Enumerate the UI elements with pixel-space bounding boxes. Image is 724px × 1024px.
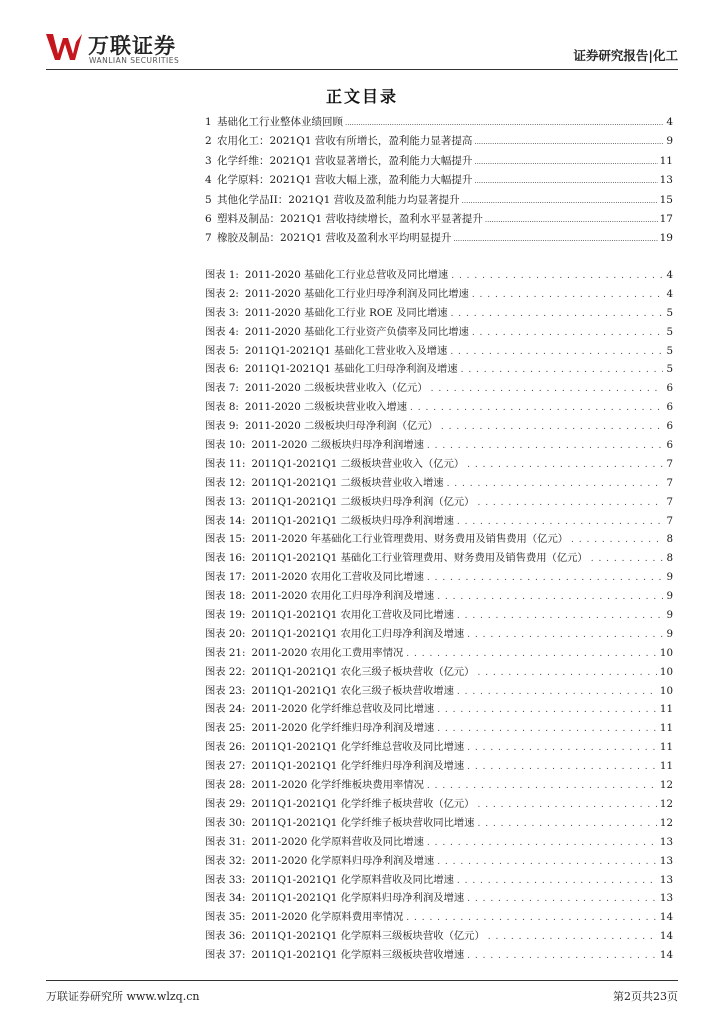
figure-entry-page: 5	[666, 344, 673, 357]
figure-entry-label: 图表 33:	[205, 873, 246, 886]
toc-entry-number: 7	[205, 232, 212, 245]
toc-entry-title: 其他化学品II：2021Q1 营收及盈利能力均显著提升	[217, 193, 460, 206]
header-divider	[46, 69, 678, 70]
figure-entry-label: 图表 27:	[205, 760, 246, 773]
figure-entry[interactable]	[205, 889, 673, 908]
toc-entry-page: 4	[666, 116, 673, 128]
figure-entry-page: 14	[659, 930, 673, 943]
figure-leader-dots	[410, 401, 663, 413]
figure-leader-dots	[457, 685, 657, 697]
toc-leader-dots	[485, 213, 658, 225]
figure-entry-page: 12	[659, 779, 673, 792]
toc-entry-title: 化学纤维：2021Q1 营收显著增长，盈利能力大幅提升	[217, 154, 473, 167]
figure-entry-label: 图表 4:	[205, 325, 239, 338]
page-title: 正文目录	[325, 87, 398, 106]
figure-entry-title: 2011Q1-2021Q1 农化三级子板块营收增速	[251, 684, 454, 697]
toc-entry-title: 化学原料：2021Q1 营收大幅上涨，盈利能力大幅提升	[217, 174, 473, 187]
figure-entry[interactable]	[205, 719, 673, 738]
figure-entry-label: 图表 10:	[205, 439, 246, 452]
toc-entry-title: 塑料及制品：2021Q1 营收持续增长，盈利水平显著提升	[217, 212, 483, 225]
figure-entry[interactable]	[205, 379, 673, 398]
figure-entry-page: 8	[666, 552, 673, 565]
figure-leader-dots	[457, 515, 664, 527]
figure-entry-label: 图表 18:	[205, 590, 246, 603]
figure-entry-title: 2011-2020 农用化工费用率情况	[251, 646, 404, 659]
figure-entry-label: 图表 32:	[205, 854, 246, 867]
figure-leader-dots	[431, 382, 664, 394]
figure-entry-page: 7	[666, 457, 673, 470]
figure-leader-dots	[477, 666, 656, 678]
figure-entry-title: 2011-2020 化学原料营收及同比增速	[251, 835, 424, 848]
figure-entry-page: 5	[666, 306, 673, 319]
figure-entry-label: 图表 29:	[205, 797, 246, 810]
figure-entry-page: 6	[666, 439, 673, 452]
figure-entry-label: 图表 16:	[205, 552, 246, 565]
toc-entry-title: 基础化工行业整体业绩回顾	[217, 116, 343, 128]
figure-list	[205, 266, 673, 965]
figure-leader-dots	[472, 288, 664, 300]
figure-leader-dots	[467, 760, 657, 772]
figure-entry-page: 4	[666, 287, 673, 300]
figure-entry-label: 图表 17:	[205, 571, 246, 584]
report-type-label: 证券研究报告|化工	[573, 48, 678, 63]
toc-entry-page: 13	[659, 174, 673, 187]
figure-entry[interactable]	[205, 795, 673, 814]
figure-entry-title: 2011Q1-2021Q1 化学原料归母净利润及增速	[251, 892, 465, 905]
figure-leader-dots	[437, 703, 657, 715]
toc-entry[interactable]	[205, 192, 673, 211]
figure-entry-label: 图表 24:	[205, 703, 246, 716]
figure-leader-dots	[447, 477, 664, 489]
figure-entry-title: 2011-2020 农用化工归母净利润及增速	[251, 590, 435, 603]
figure-entry-title: 2011-2020 基础化工行业归母净利润及同比增速	[244, 287, 469, 300]
figure-entry[interactable]	[205, 417, 673, 436]
toc-entry[interactable]	[205, 211, 673, 230]
figure-entry[interactable]	[205, 871, 673, 890]
figure-leader-dots	[451, 307, 664, 319]
figure-entry-label: 图表 2:	[205, 287, 239, 300]
toc-entry-number: 5	[205, 193, 212, 206]
figure-entry[interactable]	[205, 360, 673, 379]
figure-leader-dots	[488, 930, 657, 942]
figure-entry-title: 2011Q1-2021Q1 化学纤维归母净利润及增速	[251, 760, 465, 773]
figure-leader-dots	[477, 817, 656, 829]
toc-leader-dots	[345, 116, 664, 128]
figure-entry-title: 2011-2020 基础化工行业总营收及同比增速	[244, 269, 449, 281]
toc-entry-number: 2	[205, 135, 212, 148]
toc-list	[205, 114, 673, 250]
figure-leader-dots	[591, 552, 664, 564]
figure-entry[interactable]	[205, 776, 673, 795]
figure-entry-title: 2011Q1-2021Q1 化学纤维子板块营收同比增速	[251, 816, 475, 829]
figure-entry-label: 图表 36:	[205, 930, 246, 943]
figure-entry-title: 2011Q1-2021Q1 化学原料三级板块营收增速	[251, 949, 465, 962]
toc-leader-dots	[462, 194, 658, 206]
toc-entry-title: 橡胶及制品：2021Q1 营收及盈利水平均明显提升	[217, 232, 452, 245]
toc-entry-number: 1	[205, 116, 212, 128]
toc-entry-title: 农用化工：2021Q1 营收有所增长，盈利能力显著提高	[217, 135, 473, 148]
toc-leader-dots	[453, 232, 657, 244]
toc-entry[interactable]	[205, 114, 673, 133]
figure-entry-title: 2011-2020 二级板块营业收入（亿元）	[244, 382, 428, 395]
figure-entry-title: 2011-2020 二级板块归母净利润（亿元）	[244, 420, 438, 433]
logo-text-cn: 万联证券	[88, 34, 176, 58]
footer-source: 万联证券研究所 www.wlzq.cn	[46, 990, 200, 1003]
figure-leader-dots	[467, 949, 657, 961]
toc-leader-dots	[474, 135, 664, 147]
figure-entry-label: 图表 9:	[205, 420, 239, 433]
figure-leader-dots	[461, 363, 664, 375]
figure-leader-dots	[477, 496, 663, 508]
figure-entry-page: 5	[666, 325, 673, 338]
figure-entry-page: 11	[659, 703, 673, 716]
toc-entry[interactable]	[205, 230, 673, 249]
figure-entry-page: 12	[659, 816, 673, 829]
figure-entry-page: 11	[659, 760, 673, 773]
figure-entry-title: 2011Q1-2021Q1 二级板块归母净利润（亿元）	[251, 495, 475, 508]
figure-entry-title: 2011-2020 二级板块归母净利润增速	[251, 439, 424, 452]
figure-entry-title: 2011Q1-2021Q1 二级板块营业收入（亿元）	[251, 457, 465, 470]
figure-entry-title: 2011-2020 化学原料归母净利润及增速	[251, 854, 435, 867]
figure-entry-title: 2011-2020 基础化工行业资产负债率及同比增速	[244, 325, 469, 338]
figure-entry-title: 2011Q1-2021Q1 基础化工营业收入及增速	[244, 344, 448, 357]
toc-entry-number: 4	[205, 174, 212, 187]
figure-entry-page: 10	[659, 684, 673, 697]
figure-entry[interactable]	[205, 644, 673, 663]
figure-entry-title: 2011Q1-2021Q1 化学纤维总营收及同比增速	[251, 741, 465, 754]
figure-entry-label: 图表 37:	[205, 949, 246, 962]
figure-entry-label: 图表 35:	[205, 911, 246, 924]
figure-entry-title: 2011Q1-2021Q1 化学原料三级板块营收（亿元）	[251, 930, 485, 943]
figure-entry-page: 9	[666, 590, 673, 603]
figure-entry-title: 2011Q1-2021Q1 农用化工归母净利润及增速	[251, 627, 465, 640]
figure-entry[interactable]	[205, 455, 673, 474]
figure-entry-page: 7	[666, 514, 673, 527]
figure-entry-label: 图表 30:	[205, 816, 246, 829]
toc-entry-page: 15	[659, 193, 673, 206]
figure-entry-title: 2011-2020 二级板块营业收入增速	[244, 401, 408, 414]
figure-entry[interactable]	[205, 852, 673, 871]
figure-entry-page: 5	[666, 363, 673, 376]
figure-entry[interactable]	[205, 342, 673, 361]
toc-entry-number: 3	[205, 154, 212, 167]
toc-entry[interactable]	[205, 133, 673, 152]
toc-entry-page: 19	[659, 232, 673, 245]
figure-leader-dots	[451, 269, 663, 281]
figure-entry-page: 10	[659, 665, 673, 678]
figure-entry[interactable]	[205, 436, 673, 455]
figure-entry-label: 图表 6:	[205, 363, 239, 376]
toc-entry-page: 17	[659, 212, 673, 225]
figure-entry-label: 图表 15:	[205, 533, 246, 546]
figure-entry-title: 2011Q1-2021Q1 二级板块归母净利润增速	[251, 514, 454, 527]
figure-leader-dots	[406, 647, 657, 659]
figure-entry[interactable]	[205, 512, 673, 531]
figure-entry[interactable]	[205, 908, 673, 927]
figure-entry[interactable]	[205, 700, 673, 719]
figure-leader-dots	[427, 779, 657, 791]
figure-entry[interactable]	[205, 266, 673, 285]
figure-leader-dots	[441, 420, 664, 432]
figure-entry-label: 图表 21:	[205, 646, 246, 659]
figure-entry-page: 9	[666, 571, 673, 584]
figure-entry-page: 9	[666, 627, 673, 640]
figure-entry-label: 图表 14:	[205, 514, 246, 527]
figure-leader-dots	[450, 345, 663, 357]
figure-entry[interactable]	[205, 625, 673, 644]
figure-leader-dots	[472, 326, 664, 338]
figure-leader-dots	[406, 911, 657, 923]
toc-entry[interactable]	[205, 172, 673, 191]
figure-entry-page: 6	[666, 420, 673, 433]
figure-entry-page: 14	[659, 911, 673, 924]
figure-entry-page: 13	[659, 892, 673, 905]
figure-leader-dots	[467, 741, 657, 753]
figure-entry-page: 8	[666, 533, 673, 546]
figure-entry-title: 2011Q1-2021Q1 农化三级子板块营收（亿元）	[251, 665, 475, 678]
figure-entry-label: 图表 13:	[205, 495, 246, 508]
figure-entry[interactable]	[205, 833, 673, 852]
figure-entry[interactable]	[205, 323, 673, 342]
figure-entry-page: 7	[666, 476, 673, 489]
figure-leader-dots	[427, 571, 664, 583]
figure-entry[interactable]	[205, 946, 673, 965]
figure-entry-label: 图表 31:	[205, 835, 246, 848]
figure-entry-title: 2011-2020 化学原料费用率情况	[251, 911, 404, 924]
figure-entry-title: 2011Q1-2021Q1 基础化工行业管理费用、财务费用及销售费用（亿元）	[251, 552, 588, 565]
figure-entry-label: 图表 11:	[205, 457, 246, 470]
figure-leader-dots	[571, 533, 663, 545]
figure-entry-page: 12	[659, 797, 673, 810]
figure-entry-page: 6	[666, 401, 673, 414]
figure-entry-page: 13	[659, 835, 673, 848]
toc-entry-page: 11	[659, 154, 673, 167]
figure-entry[interactable]	[205, 606, 673, 625]
figure-entry-title: 2011-2020 化学纤维总营收及同比增速	[251, 703, 435, 716]
figure-leader-dots	[437, 590, 663, 602]
figure-entry-title: 2011Q1-2021Q1 化学原料营收及同比增速	[251, 873, 454, 886]
figure-entry[interactable]	[205, 568, 673, 587]
toc-leader-dots	[474, 174, 657, 186]
figure-entry-label: 图表 1:	[205, 269, 239, 281]
figure-entry[interactable]	[205, 304, 673, 323]
figure-entry[interactable]	[205, 927, 673, 946]
figure-entry-label: 图表 20:	[205, 627, 246, 640]
figure-leader-dots	[467, 458, 663, 470]
figure-leader-dots	[427, 836, 657, 848]
figure-entry-title: 2011Q1-2021Q1 化学纤维子板块营收（亿元）	[251, 797, 475, 810]
figure-entry-label: 图表 25:	[205, 722, 246, 735]
figure-entry-label: 图表 7:	[205, 382, 239, 395]
figure-leader-dots	[467, 628, 663, 640]
figure-entry-page: 9	[666, 609, 673, 622]
toc-entry-number: 6	[205, 212, 212, 225]
figure-leader-dots	[467, 892, 657, 904]
figure-entry-label: 图表 5:	[205, 344, 239, 357]
logo-text-en: WANLIAN SECURITIES	[89, 56, 180, 65]
figure-entry-label: 图表 12:	[205, 476, 246, 489]
figure-entry-label: 图表 23:	[205, 684, 246, 697]
wanlian-logo-icon	[46, 32, 82, 62]
figure-entry-title: 2011-2020 化学纤维归母净利润及增速	[251, 722, 435, 735]
figure-entry[interactable]	[205, 814, 673, 833]
figure-entry-page: 4	[666, 269, 673, 281]
figure-entry[interactable]	[205, 530, 673, 549]
figure-entry[interactable]	[205, 398, 673, 417]
figure-entry-title: 2011Q1-2021Q1 农用化工营收及同比增速	[251, 609, 454, 622]
figure-entry-title: 2011-2020 基础化工行业 ROE 及同比增速	[244, 306, 448, 319]
figure-leader-dots	[457, 874, 657, 886]
figure-entry[interactable]	[205, 549, 673, 568]
figure-leader-dots	[457, 609, 664, 621]
figure-entry-label: 图表 8:	[205, 401, 239, 414]
figure-leader-dots	[427, 439, 664, 451]
figure-entry-page: 11	[659, 722, 673, 735]
toc-leader-dots	[474, 155, 657, 167]
toc-entry-page: 9	[666, 135, 673, 148]
figure-leader-dots	[477, 798, 656, 810]
figure-entry[interactable]	[205, 682, 673, 701]
figure-entry[interactable]	[205, 757, 673, 776]
figure-entry-label: 图表 28:	[205, 779, 246, 792]
figure-entry-page: 6	[666, 382, 673, 395]
figure-entry[interactable]	[205, 587, 673, 606]
page-header	[46, 30, 678, 68]
figure-entry-title: 2011-2020 农用化工营收及同比增速	[251, 571, 424, 584]
figure-entry-label: 图表 22:	[205, 665, 246, 678]
figure-entry-title: 2011Q1-2021Q1 二级板块营业收入增速	[251, 476, 444, 489]
figure-entry-title: 2011Q1-2021Q1 基础化工归母净利润及增速	[244, 363, 458, 376]
figure-entry-label: 图表 26:	[205, 741, 246, 754]
figure-entry[interactable]	[205, 493, 673, 512]
toc-entry[interactable]	[205, 153, 673, 172]
figure-entry-title: 2011-2020 化学纤维板块费用率情况	[251, 779, 424, 792]
footer-divider	[46, 980, 678, 981]
figure-leader-dots	[437, 855, 657, 867]
figure-leader-dots	[437, 722, 657, 734]
figure-entry-page: 10	[659, 646, 673, 659]
figure-entry-page: 14	[659, 949, 673, 962]
figure-entry-page: 7	[666, 495, 673, 508]
figure-entry-page: 13	[659, 854, 673, 867]
figure-entry-title: 2011-2020 年基础化工行业管理费用、财务费用及销售费用（亿元）	[251, 533, 569, 546]
figure-entry-label: 图表 34:	[205, 892, 246, 905]
figure-entry-label: 图表 3:	[205, 306, 239, 319]
figure-entry-label: 图表 19:	[205, 609, 246, 622]
figure-entry-page: 11	[659, 741, 673, 754]
figure-entry[interactable]	[205, 474, 673, 493]
figure-entry[interactable]	[205, 738, 673, 757]
figure-entry[interactable]	[205, 285, 673, 304]
figure-entry[interactable]	[205, 663, 673, 682]
figure-entry-page: 13	[659, 873, 673, 886]
footer-page-number: 第2页共23页	[613, 990, 678, 1003]
